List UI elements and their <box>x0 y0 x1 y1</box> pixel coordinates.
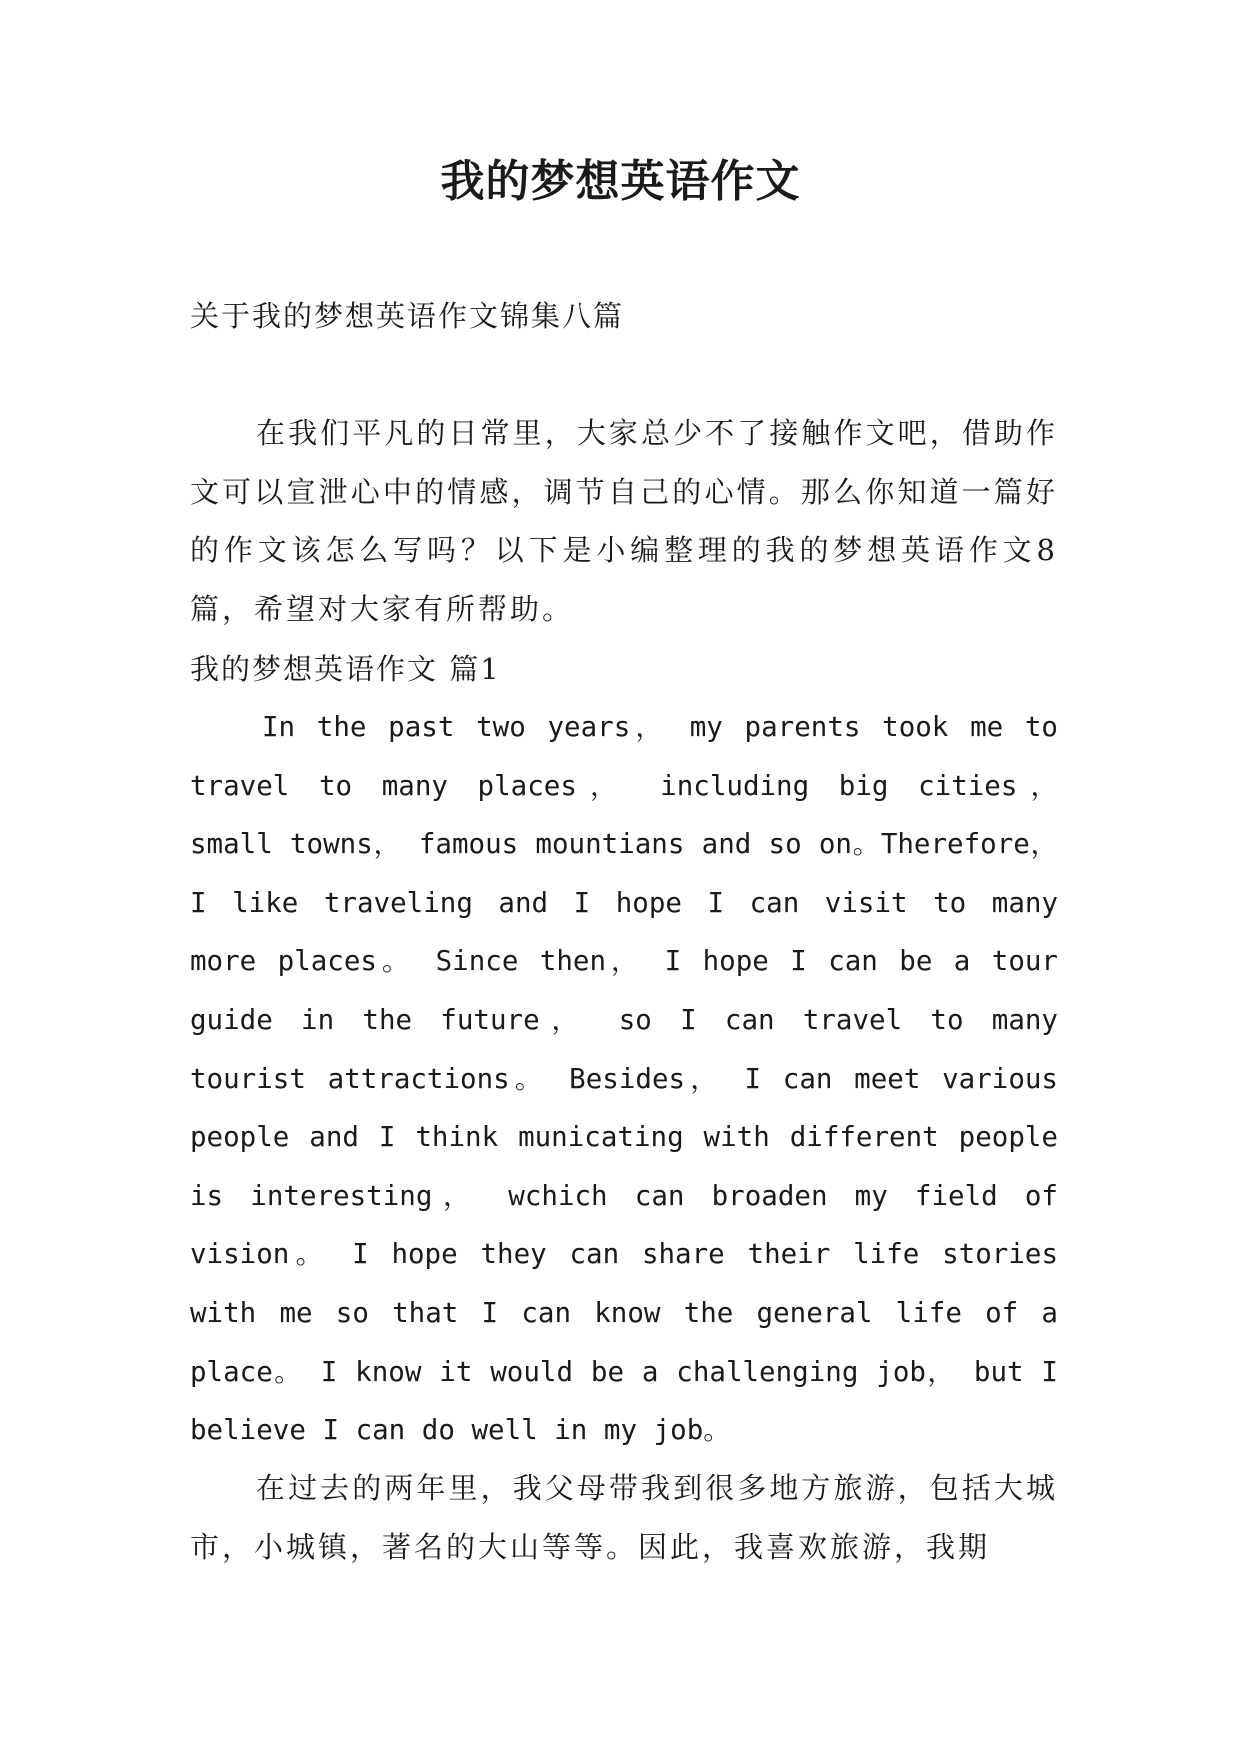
english-line: travel to many places， including big cities， <box>190 769 1058 802</box>
english-line: believe I can do well in my job。 <box>190 1414 731 1447</box>
english-line: guide in the future， so I can travel to many <box>190 1003 1058 1036</box>
english-line: place。 I know it would be a challenging job， but I <box>190 1355 1058 1388</box>
document-subtitle: 关于我的梦想英语作文锦集八篇 <box>190 299 625 333</box>
english-line: is interesting， wchich can broaden my field of <box>190 1179 1058 1212</box>
english-line: with me so that I can know the general life of a <box>190 1296 1058 1329</box>
document-title: 我的梦想英语作文 <box>440 156 801 207</box>
english-line: In the past two years， my parents took me to <box>262 711 1058 743</box>
english-line: small towns， famous mountians and so on。Therefore， <box>190 828 1058 861</box>
english-line: vision。 I hope they can share their life stories <box>190 1238 1058 1271</box>
english-line: more places。 Since then， I hope I can be a tour <box>190 945 1058 978</box>
english-line: I like traveling and I hope I can visit to many <box>190 886 1058 919</box>
chinese-translation-paragraph: 在过去的两年里，我父母带我到很多地方旅游，包括大城市，小城镇，著名的大山等等。因此，我喜欢旅游，我期 <box>190 1471 1058 1564</box>
intro-paragraph: 在我们平凡的日常里，大家总少不了接触作文吧，借助作文可以宣泄心中的情感，调节自己的心情。那么你知道一篇好的作文该怎么写吗？以下是小编整理的我的梦想英语作文8篇，希望对大家有所帮助。 <box>190 416 1058 626</box>
english-line: people and I think municating with different people <box>190 1121 1058 1154</box>
english-line: tourist attractions。 Besides， I can meet various <box>190 1062 1058 1095</box>
english-essay <box>190 698 1058 1460</box>
section-heading: 我的梦想英语作文 篇1 <box>190 652 501 686</box>
